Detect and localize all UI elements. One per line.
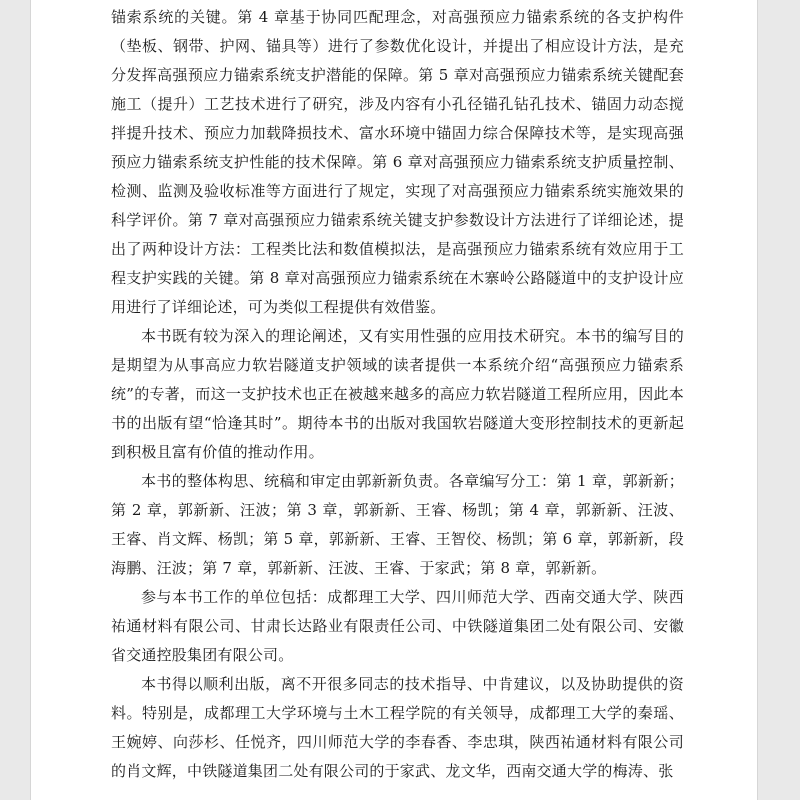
paragraph-chapter-summary: 锚索系统的关键。第 4 章基于协同匹配理念，对高强预应力锚索系统的各支护构件（垫板、钢带、护网、锚具等）进行了参数优化设计，并提出了相应设计方法，是充分发挥高强预应力锚索系统支护潜能的保障。第 5 章对高强预应力锚索系统关键配套施工（提升）工艺技术进行了研究，涉及内容有小孔径锚孔钻孔技术、锚固力动态搅拌提升技术、预应力加载降损技术、富水环境中锚固力综合保障技术等，是实现高强预应力锚索系统支护性能的技术保障。第 6 章对高强预应力锚索系统支护质量控制、检测、监测及验收标准等方面进行了规定，实现了对高强预应力锚索系统实施效果的科学评价。第 7 章对高强预应力锚索系统关键支护参数设计方法进行了详细论述，提出了两种设计方法：工程类比法和数值模拟法，是高强预应力锚索系统有效应用于工程支护实践的关键。第 8 章对高强预应力锚索系统在木寨岭公路隧道中的支护设计应用进行了详细论述，可为类似工程提供有效借鉴。 [111, 8, 684, 316]
paragraph-acknowledgements: 本书得以顺利出版，离不开很多同志的技术指导、中肯建议，以及协助提供的资料。特别是，成都理工大学环境与土木工程学院的有关领导，成都理工大学的秦瑶、王婉婷、向莎杉、任悦齐，四川师范大学的李春香、李忠琪，陕西祐通材料有限公司的肖文辉，中铁隧道集团二处有限公司的于家武、龙文华，西南交通大学的梅涛、张 [111, 675, 684, 780]
paragraph-book-purpose: 本书既有较为深入的理论阐述，又有实用性强的应用技术研究。本书的编写目的是期望为从事高应力软岩隧道支护领域的读者提供一本系统介绍“高强预应力锚索系统”的专著，而这一支护技术也正在被越来越多的高应力软岩隧道工程所应用，因此本书的出版有望“恰逢其时”。期待本书的出版对我国软岩隧道大变形控制技术的更新起到积极且富有价值的推动作用。 [111, 327, 684, 461]
paragraph-author-division: 本书的整体构思、统稿和审定由郭新新负责。各章编写分工：第 1 章，郭新新；第 2 章，郭新新、汪波；第 3 章，郭新新、王睿、杨凯；第 4 章，郭新新、汪波、王睿、肖文辉、杨凯；第 5 章，郭新新、王睿、王智佼、杨凯；第 6 章，郭新新，段海鹏、汪波；第 7 章，郭新新、汪波、王睿、于家武；第 8 章，郭新新。 [111, 472, 684, 577]
paragraph-participating-units: 参与本书工作的单位包括：成都理工大学、四川师范大学、西南交通大学、陕西祐通材料有限公司、甘肃长达路业有限责任公司、中铁隧道集团二处有限公司、安徽省交通控股集团有限公司。 [111, 588, 684, 664]
document-page [30, 0, 758, 800]
page-body [111, 3, 684, 786]
